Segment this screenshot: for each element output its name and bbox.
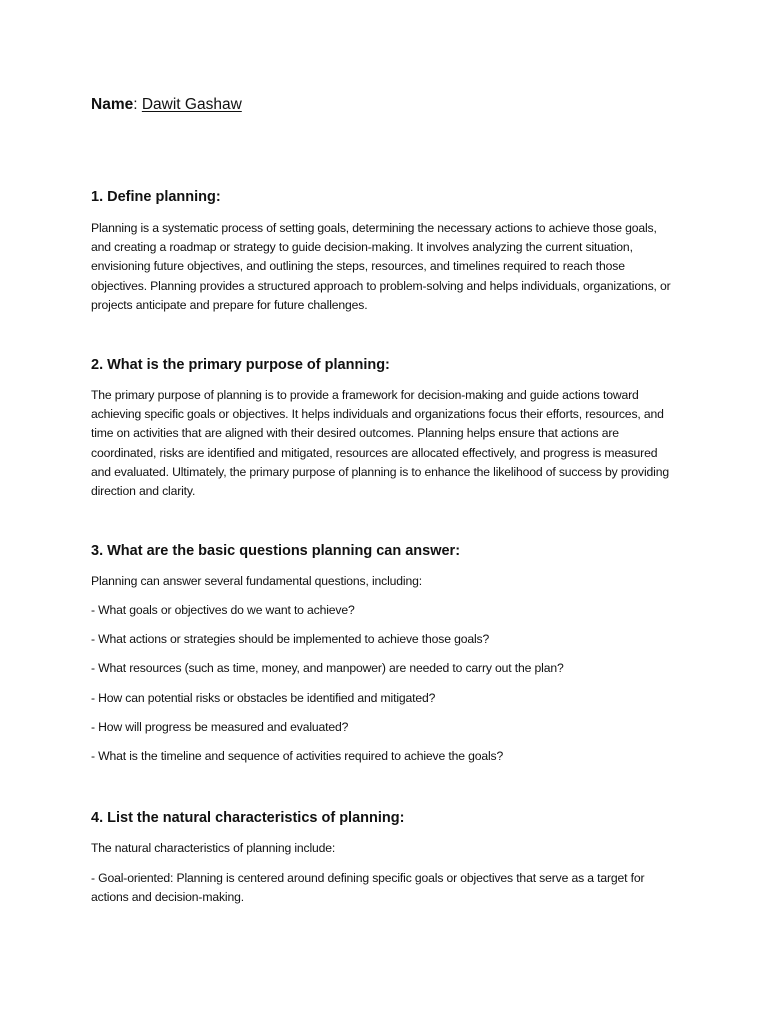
- section-2-heading: 2. What is the primary purpose of planning:: [91, 357, 390, 373]
- list-item: - What goals or objectives do we want to achieve?: [91, 603, 355, 617]
- name-separator: :: [133, 96, 142, 113]
- section-2-body: The primary purpose of planning is to provide a framework for decision-making and guide actions toward achieving specific goals or objectives. It helps individuals and organizations focus their efforts, resources, and time on activities that are aligned with their desired outcomes. Planning helps ensure that actions are coordinated, risks are identified and mitigated, resources are allocated effectively, and progress is measured and evaluated. Ultimately, the primary purpose of planning is to enhance the likelihood of success by providing direction and clarity.: [91, 388, 669, 499]
- section-1-heading: 1. Define planning:: [91, 189, 221, 205]
- list-item: - How will progress be measured and evaluated?: [91, 720, 349, 734]
- name-label: Name: [91, 96, 134, 113]
- name-value: Dawit Gashaw: [141, 96, 242, 113]
- section-1-body: Planning is a systematic process of setting goals, determining the necessary actions to achieve those goals, and creating a roadmap or strategy to guide decision-making. It involves analyzing the current situation, envisioning future objectives, and outlining the steps, resources, and timelines required to reach those objectives. Planning provides a structured approach to problem-solving and helps individuals, organizations, or projects anticipate and prepare for future challenges.: [91, 221, 671, 312]
- section-4-heading: 4. List the natural characteristics of planning:: [91, 810, 405, 826]
- list-item: - What actions or strategies should be implemented to achieve those goals?: [91, 632, 490, 646]
- name-line: [91, 95, 242, 115]
- list-item: - What is the timeline and sequence of activities required to achieve the goals?: [91, 749, 504, 763]
- list-item: - Goal-oriented: Planning is centered around defining specific goals or objectives that serve as a target for actions and decision-making.: [91, 871, 645, 904]
- section-3-intro: Planning can answer several fundamental questions, including:: [91, 574, 422, 588]
- list-item: - How can potential risks or obstacles be identified and mitigated?: [91, 691, 436, 705]
- section-4-intro: The natural characteristics of planning include:: [91, 841, 336, 855]
- section-3-heading: 3. What are the basic questions planning can answer:: [91, 543, 461, 559]
- list-item: - What resources (such as time, money, and manpower) are needed to carry out the plan?: [91, 661, 564, 675]
